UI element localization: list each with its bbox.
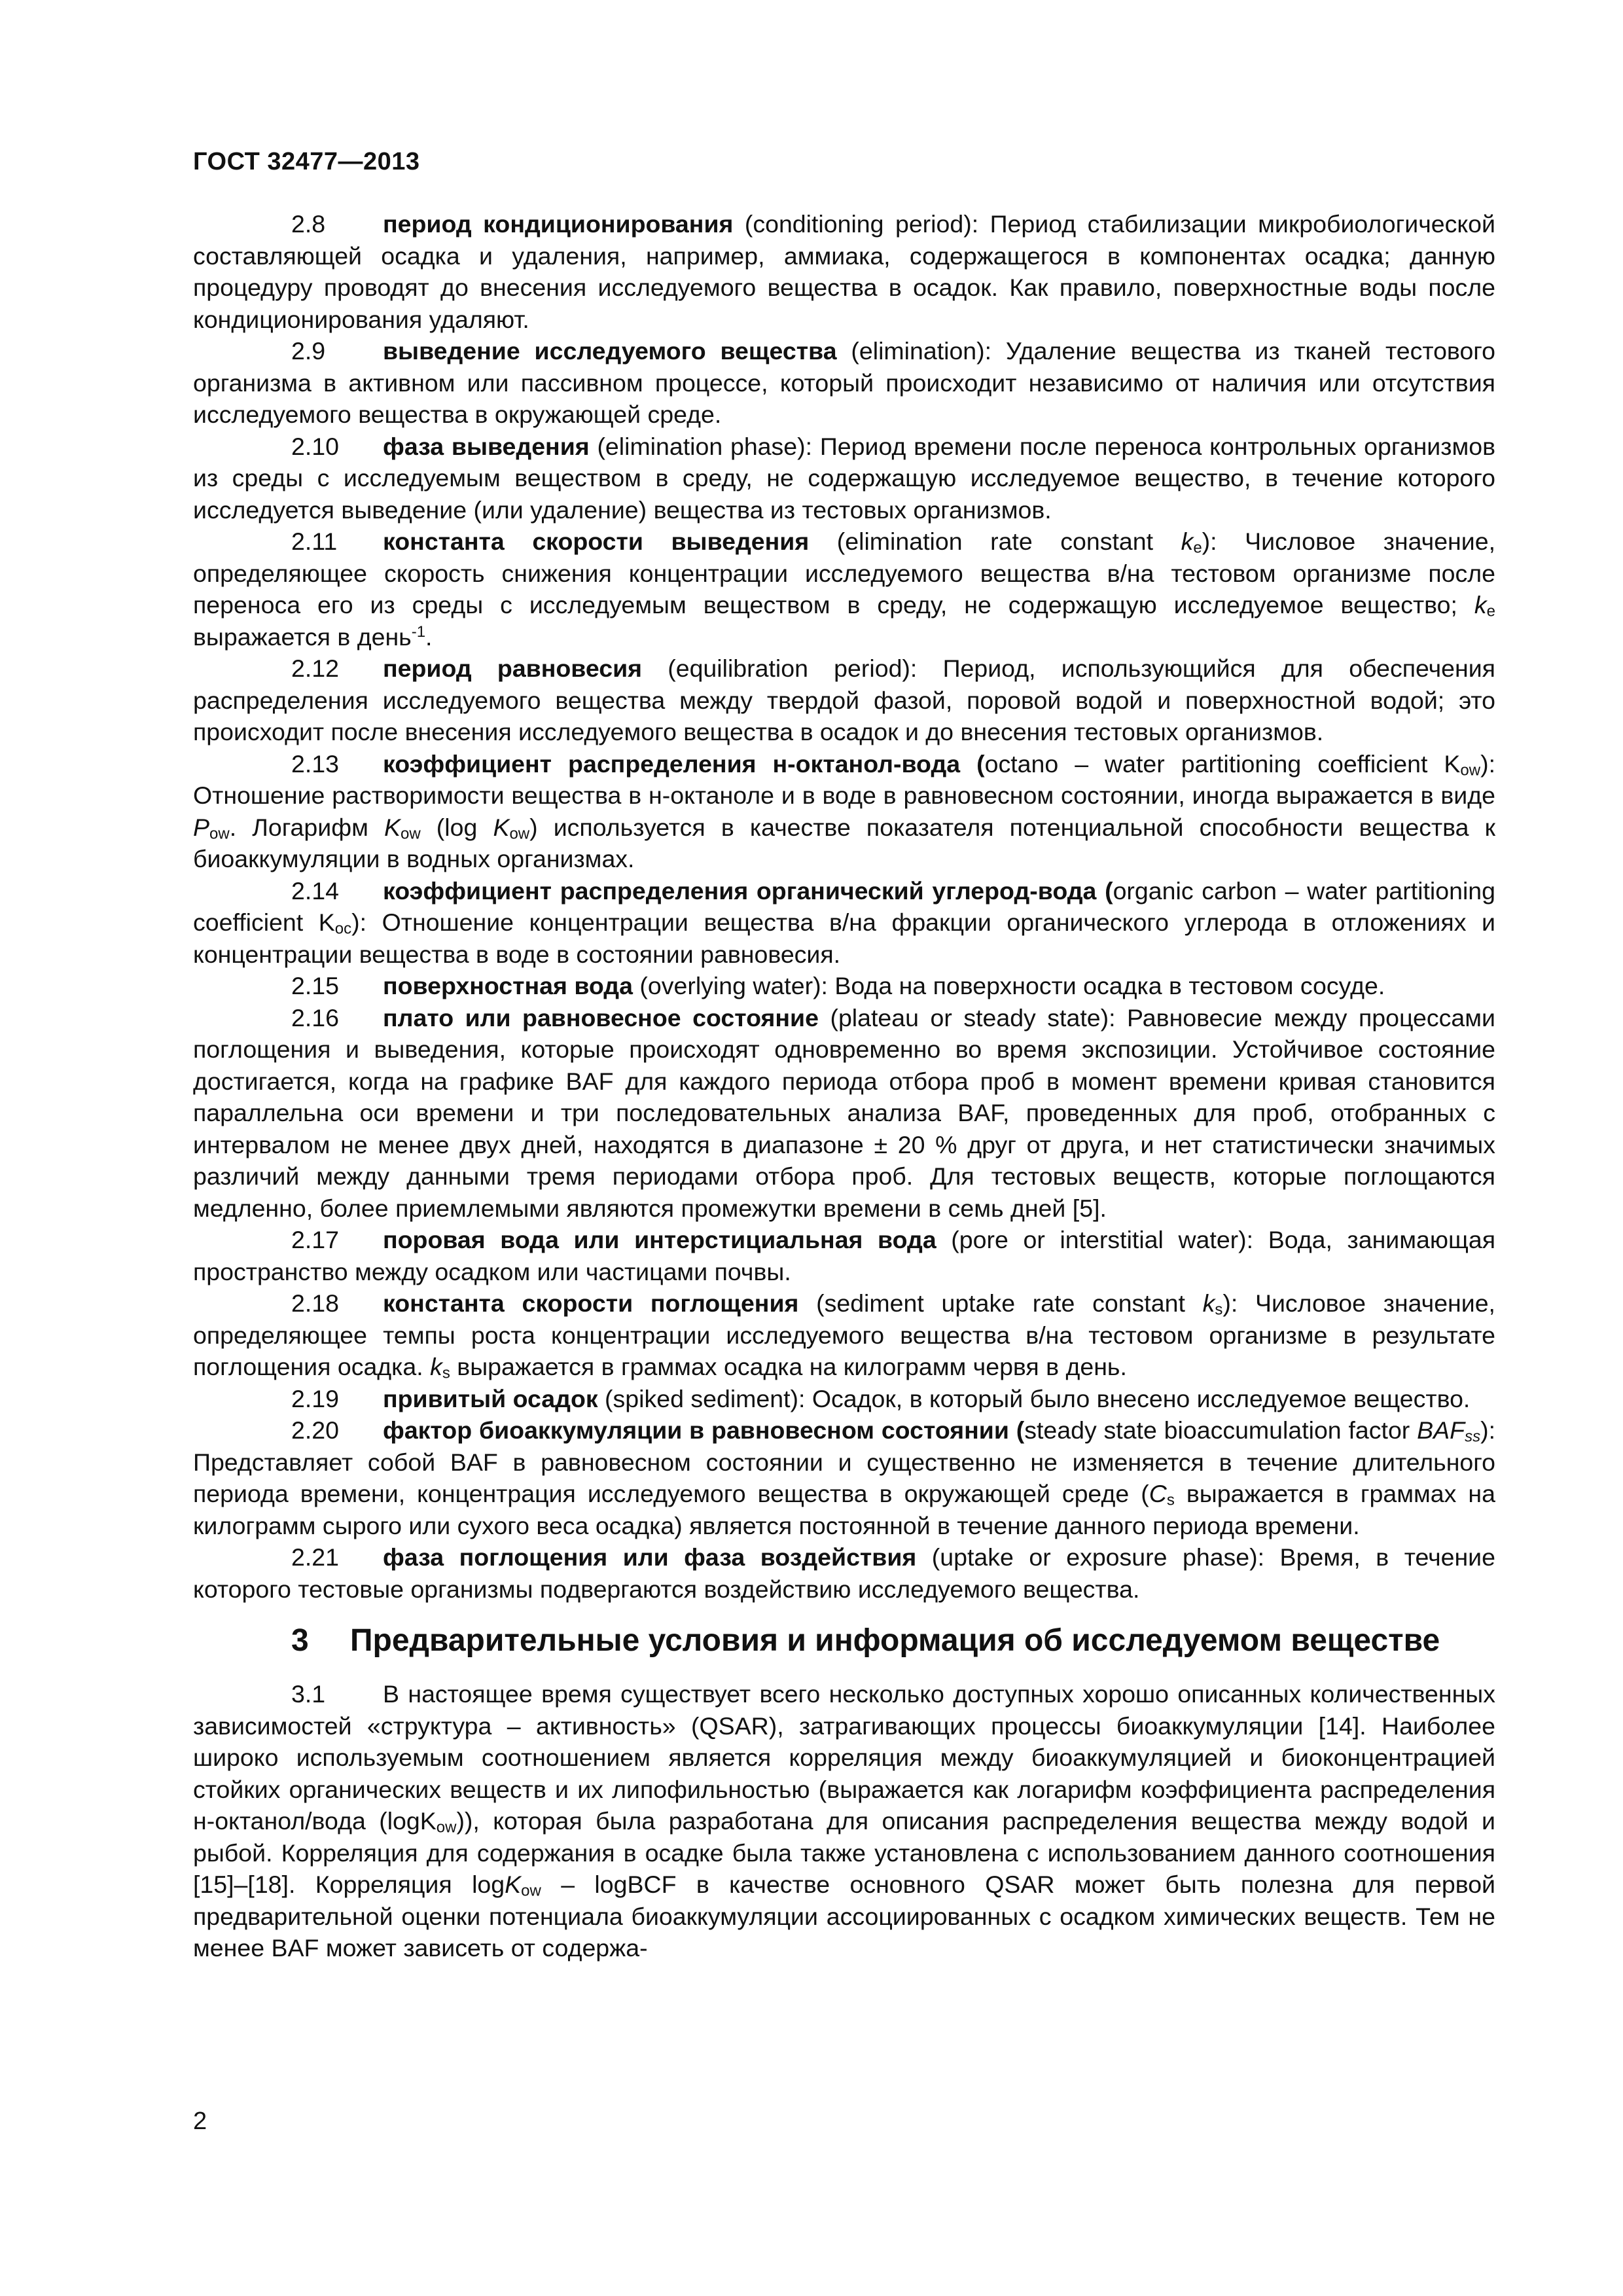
definition-text: ): Представляет собой BAF в равновесном состоянии и существенно не изменяется в течение длительного периода времени, концентрация исследуемого вещества в окружающей среде ( [193,1416,1495,1507]
definition-2-21 [193,1541,1495,1605]
definition-2-19 [193,1383,1495,1415]
term: фаза выведения [383,432,590,460]
clause-number: 3.1 [291,1680,326,1708]
clause-number: 2.8 [291,210,326,238]
definition-2-12 [193,653,1495,748]
clause-number: 2.19 [291,1384,339,1412]
term: фаза поглощения или фаза воздействия [383,1543,917,1571]
definition-text: ): Числовое значение, определяющее скорость снижения концентрации исследуемого вещества в/на тестовом организме после переноса его из среды с исследуемым веществом в среду, не содержащую исследуемое вещество; [193,528,1495,619]
definition-2-13 [193,748,1495,875]
definition-text: (sediment uptake rate constant [798,1289,1203,1317]
paragraph-text: )), которая была разработана для описания распределения вещества между водой и рыбой. Корреляция для содержания в осадке была также установлена с использованием данного соотношения [15]–[18]. Корреляция log [193,1807,1495,1898]
clause-number: 2.13 [291,749,339,778]
subscript: ow [509,824,530,842]
definition-text: (plateau or steady state): Равновесие между процессами поглощения и выведения, которые происходят одновременно во время экспозиции. Устойчивое состояние достигается, когда на графике BAF для каждого периода отбора проб в момент времени кривая становится параллельна оси времени и три последовательных анализа BAF, проведенных для проб, отобранных с интервалом не менее двух дней, находятся в диапазоне ± 20 % друг от друга, и нет статистически значимых различий между данными тремя периодами отбора проб. Для тестовых веществ, которые поглощаются медленно, более приемлемыми являются промежутки времени в семь дней [5]. [193,1003,1495,1222]
clause-number: 2.11 [291,528,338,555]
definition-2-8 [193,208,1495,335]
clause-number: 2.14 [291,876,339,905]
section-3-heading [193,1621,1495,1661]
subscript: ow [1460,761,1481,779]
definition-text: steady state bioaccumulation factor [1024,1416,1418,1444]
section-number: 3 [291,1623,309,1658]
variable: k [1181,528,1194,555]
definition-text: (elimination): Удаление вещества из тканей тестового организма в активном или пассивном процессе, который происходит независимо от наличия или отсутствия исследуемого вещества в окружающей среде. [193,337,1496,428]
subscript: oc [334,920,352,938]
variable: K [383,813,401,841]
definition-text: ) используется в качестве показателя потенциальной способности вещества к биоаккумуляции в водных организмах. [193,813,1496,872]
definition-2-10 [193,431,1495,526]
definition-2-9 [193,335,1495,431]
definition-text: (elimination rate constant [809,528,1181,555]
variable: k [430,1353,442,1380]
definition-2-15 [193,970,1495,1002]
term: поровая вода или интерстициальная вода [383,1226,936,1253]
term: коэффициент распределения органический углерод-вода ( [383,876,1113,905]
variable: K [505,1871,522,1898]
clause-number: 2.10 [291,432,339,460]
subscript: ow [209,824,230,842]
term: константа скорости выведения [383,528,810,555]
subscript: ow [436,1818,457,1837]
definition-2-18 [193,1287,1495,1383]
clause-number: 2.18 [291,1289,339,1317]
definition-text: выражается в граммах на килограмм сырого или сухого веса осадка) является постоянной в течение данного периода времени. [193,1480,1496,1539]
definition-2-14 [193,875,1495,971]
definition-text: (pore or interstitial water): Вода, занимающая пространство между осадком или частицами почвы. [193,1226,1495,1285]
definition-text: ): Отношение концентрации вещества в/на фракции органического углерода в отложениях и концентрации вещества в воде в состоянии равновесия. [193,908,1495,968]
subscript: e [1193,539,1202,557]
term: выведение исследуемого вещества [383,337,837,365]
definition-text: выражается в граммах осадка на килограмм червя в день. [450,1353,1127,1380]
clause-number: 2.21 [291,1543,339,1571]
subscript: s [1166,1491,1175,1509]
term: константа скорости поглощения [383,1289,799,1317]
term: поверхностная вода [383,972,633,999]
definition-2-11 [193,526,1495,653]
subscript: e [1486,602,1495,620]
definition-text: ): Отношение растворимости вещества в н-октаноле и в воде в равновесном состоянии, иногда выражается в виде [193,749,1495,809]
definition-text: octano – water partitioning coefficient K [984,749,1461,778]
clause-number: 2.12 [291,655,339,682]
subscript: ow [521,1882,541,1900]
definition-text: (elimination phase): Период времени после переноса контрольных организмов из среды с исследуемым веществом в среду, не содержащую исследуемое вещество, в течение которого исследуется выведение (или удаление) вещества из тестовых организмов. [193,432,1495,524]
variable: k [1474,591,1487,619]
term: плато или равновесное состояние [383,1003,819,1031]
definition-text: (overlying water): Вода на поверхности осадка в тестовом сосуде. [632,972,1385,999]
clause-number: 2.20 [291,1416,339,1444]
variable: k [1202,1289,1215,1317]
term: привитый осадок [383,1384,598,1412]
term: коэффициент распределения н-октанол-вода ( [383,749,985,778]
variable: P [193,813,210,841]
superscript: -1 [411,622,426,641]
definition-text: ): Числовое значение, определяющее темпы роста концентрации исследуемого вещества в/на тестовом организме в результате поглощения осадка. [193,1289,1495,1380]
subscript: ss [1465,1427,1481,1446]
definition-text: (equilibration period): Период, использующийся для обеспечения распределения исследуемого вещества между твердой фазой, поровой водой и поверхностной водой; это происходит после внесения исследуемого вещества в осадок и до внесения тестовых организмов. [193,655,1495,745]
variable: K [493,813,510,841]
definition-text: выражается в день [193,622,412,651]
page-number: 2 [193,2108,207,2135]
document-body [193,208,1495,1964]
definition-text: . Логарифм [229,813,384,841]
subscript: ow [400,824,421,842]
term: фактор биоаккумуляции в равновесном состоянии ( [383,1416,1025,1444]
paragraph-3-1 [193,1678,1495,1964]
subscript: s [1215,1300,1223,1319]
definition-text: organic carbon – water partitioning coefficient K [193,876,1495,936]
definition-text: . [425,622,433,651]
definition-text: (conditioning period): Период стабилизации микробиологической составляющей осадка и удаления, например, аммиака, содержащегося в компонентах осадка; данную процедуру проводят до внесения исследуемого вещества в осадок. Как правило, поверхностные воды после кондиционирования удаляют. [193,210,1495,333]
clause-number: 2.15 [291,972,339,999]
definition-text: (log [420,813,493,841]
definition-2-16 [193,1002,1495,1225]
clause-number: 2.17 [291,1226,339,1253]
paragraph-text: – logBCF в качестве основного QSAR может быть полезна для первой предварительной оценки потенциала биоаккумуляции ассоциированных с осадком химических веществ. Тем не менее BAF может зависеть от содержа- [193,1871,1496,1962]
clause-number: 2.16 [291,1003,339,1031]
term: период кондиционирования [383,210,734,238]
paragraph-text: В настоящее время существует всего несколько доступных хорошо описанных количественных зависимостей «структура – активность» (QSAR), затрагивающих процессы биоаккумуляции [14]. Наиболее широко используемым соотношением является корреляция между биоаккумуляцией и биоконцентрацией стойких органических веществ и их липофильностью (выражается как логарифм коэффициента распределения н-октанол/вода (logK [193,1680,1495,1835]
definition-text: (spiked sediment): Осадок, в который было внесено исследуемое вещество. [597,1384,1471,1412]
definition-text: (uptake or exposure phase): Время, в течение которого тестовые организмы подвергаются воздействию исследуемого вещества. [193,1543,1495,1603]
definition-2-20 [193,1414,1495,1541]
definition-2-17 [193,1224,1495,1287]
document-header: ГОСТ 32477—2013 [193,148,420,175]
variable: BAF [1417,1416,1465,1444]
clause-number: 2.9 [291,337,326,365]
term: период равновесия [383,655,642,682]
variable: C [1149,1480,1167,1507]
subscript: s [442,1364,450,1382]
section-title: Предварительные условия и информация об исследуемом веществе [350,1623,1440,1658]
